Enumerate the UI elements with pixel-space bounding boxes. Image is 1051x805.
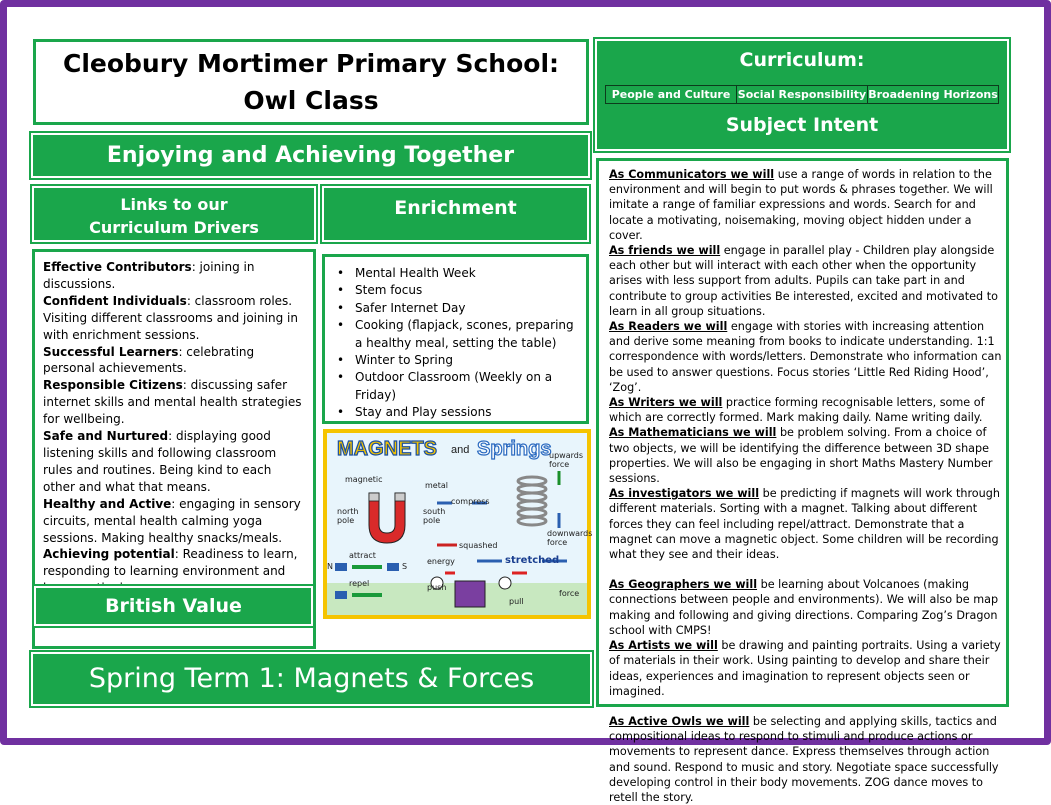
intent-paragraph [609,425,1002,486]
driver-item [43,293,307,344]
british-value-heading: British Value [34,586,313,626]
driver-text: : joining in discussions. [43,260,255,291]
intent-text: engage in parallel play - Children play alongside each other but will interact with each other when the opportunity arises with less support from adults. Pupils can take part in and contribute to group activities Be interested, excited and motivated to learn in all group situations. [609,244,998,318]
poster-label-stretched: stretched [505,555,560,566]
intent-lead: As Communicators we will [609,168,775,181]
title-line-1: Cleobury Mortimer Primary School: [62,49,560,78]
enrichment-item: • Mental Health Week [335,265,582,282]
intent-paragraph [609,167,1002,243]
poster-label-energy: energy [427,557,455,566]
poster-label-south-pole: south pole [423,507,446,525]
curriculum-drivers-heading [32,186,316,242]
poster-label-push: push [427,583,447,592]
enrichment-item: • Cooking (flapjack, scones, preparing a healthy meal, setting the table) [335,317,582,352]
poster-inner [327,433,593,615]
poster-label-metal: metal [425,481,448,490]
poster-label-compress: compress [451,497,490,506]
poster-label-force: force [559,589,580,598]
poster-label-squashed: squashed [459,541,498,550]
spacer [609,699,1002,714]
intent-paragraph [609,319,1002,395]
driver-text: : displaying good listening skills and following classroom rules and routines. Being kind to each other and what that means. [43,429,277,494]
driver-item [43,428,307,496]
poster-label-n: N [327,562,333,571]
intent-lead: As Writers we will [609,396,723,410]
enrichment-item: • Stay and Play sessions [335,404,582,421]
curriculum-header [595,39,1009,151]
banner-heading: Enjoying and Achieving Together [31,133,590,178]
enrichment-item: • Safer Internet Day [335,300,582,317]
magnets-springs-poster [323,429,591,619]
enrichment-item: • Outdoor Classroom (Weekly on a Friday) [335,369,582,404]
spacer [609,562,1002,577]
enrichment-item: • Stem focus [335,282,582,299]
intent-paragraph [609,577,1002,638]
subject-intent-heading: Subject Intent [725,114,879,136]
poster-title-and: and [451,444,470,456]
curriculum-title: Curriculum: [739,49,865,71]
driver-text: : classroom roles. Visiting different classrooms and joining in with enrichment sessions. [43,293,298,342]
poster-label-downwards-force: downwards force [547,529,593,547]
intent-text: be learning about Volcanoes (making connections between people and environments). We will also be map making and following and giving directions. Comparing Zog’s Dragon school with CMPS! [609,578,999,637]
intent-lead: As Geographers we will [609,578,758,592]
title-line-2: Owl Class [243,86,379,115]
curriculum-tag: Social Responsibility [737,88,867,101]
intent-paragraph [609,486,1002,562]
driver-text: : discussing safer internet skills and mental health strategies for wellbeing. [43,378,302,427]
intent-text: use a range of words in relation to the environment and will begin to put words & phrases together. We will imitate a range of familiar expressions and words. Search for and locate a motivating, noisemaking, moving object hidden under a cover. [609,168,993,242]
enrichment-heading: Enrichment [322,186,589,242]
driver-text: : Readiness to learn, responding to learning environment and [43,547,298,579]
poster-title-magnets: MAGNETS [337,438,437,460]
driver-item [43,344,307,378]
intent-paragraph [609,638,1002,699]
driver-text: : celebrating personal achievements. [43,344,255,376]
driver-item [43,259,307,293]
driver-item [43,377,307,428]
curriculum-tag: People and Culture [606,86,737,103]
curriculum-tag: Broadening Horizons [868,88,998,101]
intent-lead: As investigators we will [609,487,760,501]
intent-paragraph [609,243,1002,319]
poster-label-pull: pull [509,597,524,606]
driver-term: Safe and Nurtured [43,429,169,444]
drivers-heading-line-2: Curriculum Drivers [89,218,259,237]
intent-lead: As Mathematicians we will [609,426,777,440]
enrichment-list [322,254,589,424]
drivers-heading-line-1: Links to our [120,195,228,214]
driver-term: Effective Contributors [43,260,192,274]
intent-text: be predicting if magnets will work through different materials. Sorting with a magnet. Talking about different forces they can feel including repel/attract. Demonstrate that a magnet can move a magnetic object. Some children will be recording what they see and their ideas. [609,487,1000,562]
poster-label-repel: repel [349,579,370,588]
intent-lead: As friends we will [609,244,721,258]
intent-lead: As Artists we will [609,639,718,653]
driver-term: Responsible Citizens [43,378,183,393]
intent-lead: As Readers we will [609,320,728,334]
driver-term: Confident Individuals [43,293,187,308]
intent-text: practice forming recognisable letters, some of which are correctly formed. Mark making daily. Name writing daily. [609,396,985,425]
poster-title-springs: Springs [477,438,552,460]
intent-paragraph [609,714,1002,805]
poster-label-north-pole: north pole [337,507,359,525]
poster-label-upwards-force: upwards force [549,451,583,469]
intent-text: engage with stories with increasing attention and derive some meaning from books to indicate understanding. 1:1 correspondence with words/letters. Demonstrate who information can be used to answer questions. Focus stories ‘Little Red Riding Hood’, ‘Zog’. [609,320,1002,394]
page-title [33,39,589,125]
intent-text: be selecting and applying skills, tactics and compositional ideas to respond to stimuli and produce actions or movements to represent dance. Express themselves through action and sound. Respond to music and story. Negotiate space successfully developing control in their body movements. ZOG dance moves to retell the story. [609,714,999,804]
enrichment-item: • Winter to Spring [335,352,582,369]
driver-item [43,496,307,547]
poster-label-magnetic: magnetic [345,475,383,484]
subject-intent-text [596,158,1009,804]
driver-term: Achieving potential [43,547,175,562]
driver-term: Healthy and Active [43,496,172,511]
intent-paragraph [609,395,1002,425]
intent-text: be drawing and painting portraits. Using a variety of materials in their work. Using painting to develop and share their ideas, experiences and imagination to represent objects seen or imagined. [609,639,1001,698]
curriculum-tags [605,85,999,104]
poster-label-s: S [402,562,408,571]
term-title: Spring Term 1: Magnets & Forces [31,652,592,706]
intent-lead: As Active Owls we will [609,714,750,728]
poster-label-attract: attract [349,551,376,560]
intent-text: be problem solving. From a choice of two objects, we will be identifying the difference between 3D shape properties. We will also be engaging in short Maths Mastery Number sessions. [609,426,993,486]
driver-term: Successful Learners [43,344,179,359]
driver-text: : engaging in sensory circuits, mental health calming yoga sessions. Making healthy snacks/meals. [43,496,301,545]
